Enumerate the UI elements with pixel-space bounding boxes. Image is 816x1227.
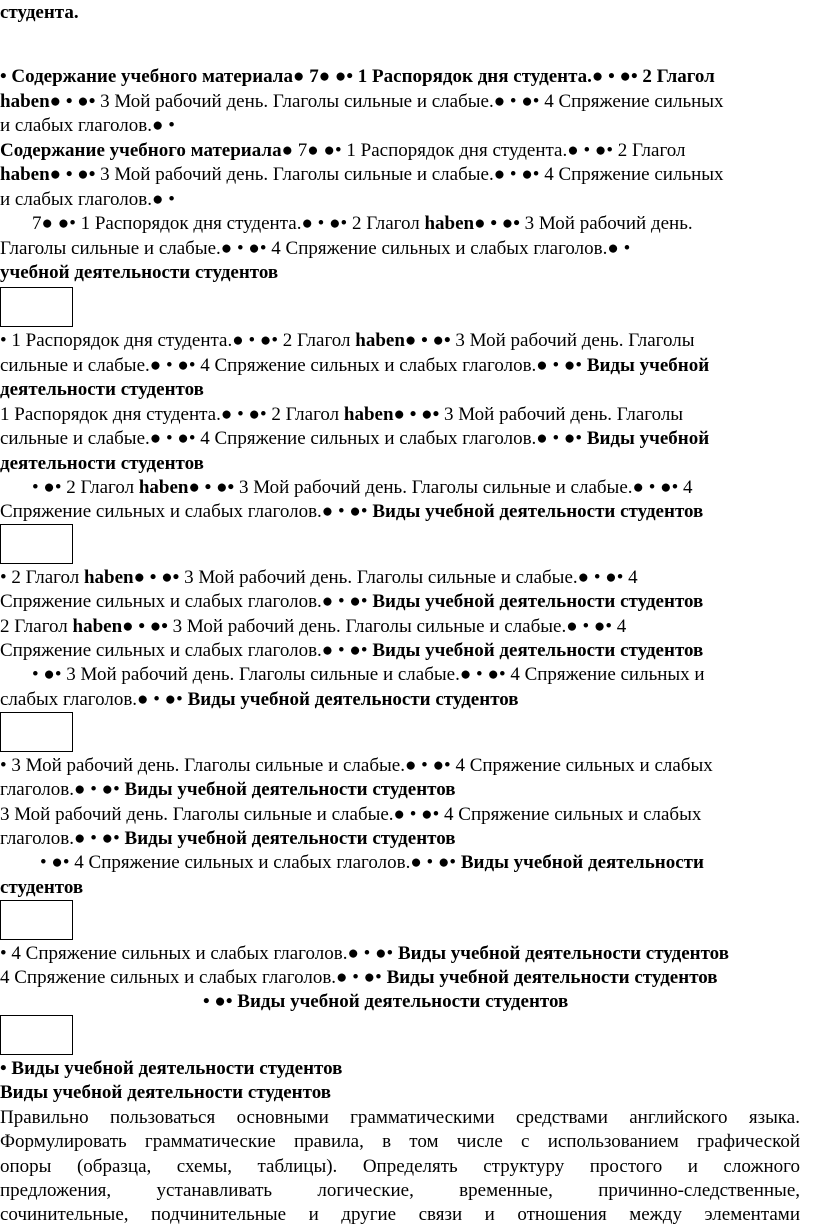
text-span: Спряжение сильных и слабых глаголов.● • ●• bbox=[0, 501, 373, 522]
text-line bbox=[0, 639, 703, 663]
text-line bbox=[0, 139, 686, 163]
text-line bbox=[0, 500, 703, 524]
text-span: глаголов.● • ●• bbox=[0, 779, 125, 800]
text-span: 1 Распорядок дня студента.● • ●• 2 Глагол bbox=[0, 404, 344, 425]
text-line: 3 Мой рабочий день. Глаголы сильные и слабые.● • ●• 4 Спряжение сильных и слабых bbox=[0, 804, 702, 825]
text-span-bold: haben● • ●• bbox=[138, 477, 235, 498]
text-line bbox=[0, 566, 638, 590]
paragraph-line: предложения, устанавливать логические, временные, причинно-следственные, bbox=[0, 1180, 800, 1201]
text-span-bold: haben● • ●• bbox=[424, 213, 520, 234]
text-span: • 2 Глагол bbox=[0, 567, 84, 588]
text-span-bold: Виды учебной bbox=[586, 355, 710, 376]
text-line bbox=[32, 212, 693, 236]
text-line bbox=[0, 354, 709, 378]
text-span: 3 Мой рабочий день. Глаголы bbox=[439, 404, 684, 425]
heading-fragment: студента. bbox=[0, 2, 79, 23]
text-span-bold: Виды учебной деятельности студентов bbox=[372, 501, 704, 522]
paragraph-line: сочинительные, подчинительные и другие связи и отношения между элементами bbox=[0, 1204, 800, 1225]
text-line bbox=[0, 590, 703, 614]
text-span: сильные и слабые.● • ●• 4 Спряжение сильных и слабых глаголов.● • ●• bbox=[0, 355, 587, 376]
text-span-bold: Виды учебной деятельности bbox=[460, 852, 704, 873]
text-line bbox=[0, 942, 729, 966]
text-line bbox=[0, 778, 456, 802]
text-span: глаголов.● • ●• bbox=[0, 828, 125, 849]
text-span: 3 Мой рабочий день. bbox=[519, 213, 693, 234]
paragraph-line: Формулировать грамматические правила, в том числе с использованием графической bbox=[0, 1131, 800, 1152]
empty-frame bbox=[0, 900, 73, 940]
text-span-bold: haben● • ●• bbox=[0, 164, 96, 185]
text-span: 3 Мой рабочий день. Глаголы bbox=[450, 330, 695, 351]
text-span: • Содержание учебного материала● 7● ●• 1 Распорядок дня студента.● • ●• 2 Глагол bbox=[0, 66, 715, 87]
text-span: 3 Мой рабочий день. Глаголы сильные и слабые.● • ●• 4 bbox=[167, 616, 627, 637]
text-line: • 3 Мой рабочий день. Глаголы сильные и слабые.● • ●• 4 Спряжение сильных и слабых bbox=[0, 755, 713, 776]
text-span: 3 Мой рабочий день. Глаголы сильные и слабые.● • ●• 4 bbox=[234, 477, 693, 498]
text-line: деятельности студентов bbox=[0, 453, 204, 474]
text-line bbox=[0, 329, 694, 353]
text-span: 7● ●• 1 Распорядок дня студента.● • ●• 2 Глагол bbox=[293, 140, 686, 161]
paragraph-line: Правильно пользоваться основными грамматическими средствами английского языка. bbox=[0, 1107, 800, 1128]
text-span: • 4 Спряжение сильных и слабых глаголов.● • ●• bbox=[0, 943, 398, 964]
empty-frame bbox=[0, 524, 73, 564]
text-span: Спряжение сильных и слабых глаголов.● • ●• bbox=[0, 640, 373, 661]
text-span: сильные и слабые.● • ●• 4 Спряжение сильных и слабых глаголов.● • ●• bbox=[0, 428, 587, 449]
empty-frame bbox=[0, 1015, 73, 1055]
text-span: 7● ●• 1 Распорядок дня студента.● • ●• 2 Глагол bbox=[32, 213, 425, 234]
text-line: • ●• 3 Мой рабочий день. Глаголы сильные и слабые.● • ●• 4 Спряжение сильных и bbox=[32, 664, 705, 685]
text-line: деятельности студентов bbox=[0, 379, 204, 400]
text-line: и слабых глаголов.● • bbox=[0, 115, 175, 136]
text-span: слабых глаголов.● • ●• bbox=[0, 689, 188, 710]
text-span: Спряжение сильных и слабых глаголов.● • ●• bbox=[0, 591, 373, 612]
section-heading: Виды учебной деятельности студентов bbox=[0, 1082, 331, 1103]
text-line bbox=[0, 163, 724, 187]
text-line bbox=[0, 90, 724, 114]
text-line bbox=[0, 966, 718, 990]
text-span-bold: haben● • ●• bbox=[83, 567, 180, 588]
text-span-bold: Виды учебной деятельности студентов bbox=[397, 943, 729, 964]
text-span-bold: haben● • ●• bbox=[0, 91, 96, 112]
text-line bbox=[40, 851, 704, 875]
text-span-bold: haben● • ●• bbox=[343, 404, 440, 425]
text-span-bold: Виды учебной деятельности студентов bbox=[386, 967, 718, 988]
text-span: 4 Спряжение сильных и слабых глаголов.● • ●• bbox=[0, 967, 387, 988]
text-span-bold: Виды учебной деятельности студентов bbox=[124, 828, 456, 849]
text-span: 2 Глагол bbox=[0, 616, 73, 637]
text-span-bold: Виды учебной деятельности студентов bbox=[372, 640, 704, 661]
empty-frame bbox=[0, 712, 73, 752]
text-span-bold: haben● • ●• bbox=[72, 616, 168, 637]
text-span: 3 Мой рабочий день. Глаголы сильные и слабые.● • ●• 4 bbox=[179, 567, 638, 588]
text-line bbox=[0, 615, 626, 639]
text-line bbox=[0, 65, 715, 89]
text-line bbox=[0, 827, 456, 851]
text-line: • ●• Виды учебной деятельности студентов bbox=[203, 991, 569, 1012]
text-line bbox=[0, 403, 683, 427]
paragraph-line: опоры (образца, схемы, таблицы). Определять структуру простого и сложного bbox=[0, 1156, 800, 1177]
text-span-bold: Виды учебной деятельности студентов bbox=[372, 591, 704, 612]
text-line: • Виды учебной деятельности студентов bbox=[0, 1058, 343, 1079]
text-span-bold: haben● • ●• bbox=[355, 330, 451, 351]
text-line bbox=[0, 688, 519, 712]
text-line: Глаголы сильные и слабые.● • ●• 4 Спряжение сильных и слабых глаголов.● • bbox=[0, 238, 631, 259]
text-span: • ●• 2 Глагол bbox=[32, 477, 139, 498]
text-line bbox=[0, 427, 709, 451]
text-span-bold: Содержание учебного материала● bbox=[0, 140, 294, 161]
text-span-bold: Виды учебной bbox=[586, 428, 710, 449]
text-span-bold: Виды учебной деятельности студентов bbox=[124, 779, 456, 800]
text-line: учебной деятельности студентов bbox=[0, 262, 279, 283]
empty-frame bbox=[0, 287, 73, 327]
text-span: • 1 Распорядок дня студента.● • ●• 2 Глагол bbox=[0, 330, 356, 351]
text-line: и слабых глаголов.● • bbox=[0, 189, 175, 210]
text-span: 3 Мой рабочий день. Глаголы сильные и слабые.● • ●• 4 Спряжение сильных bbox=[95, 91, 724, 112]
text-line: студентов bbox=[0, 877, 84, 898]
text-span: 3 Мой рабочий день. Глаголы сильные и слабые.● • ●• 4 Спряжение сильных bbox=[95, 164, 724, 185]
text-span-bold: Виды учебной деятельности студентов bbox=[187, 689, 519, 710]
text-span: • ●• 4 Спряжение сильных и слабых глаголов.● • ●• bbox=[40, 852, 461, 873]
text-line bbox=[32, 476, 693, 500]
